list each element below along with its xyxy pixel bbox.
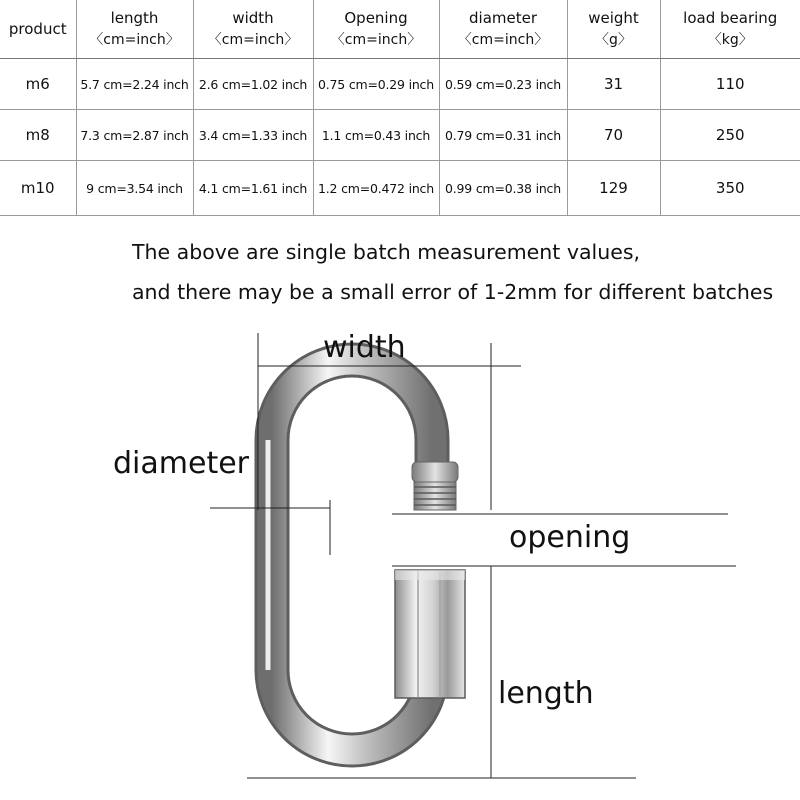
product-cell: m6 (0, 59, 76, 110)
load-bearing-cell: 250 (660, 110, 800, 161)
length-cell: 5.7 cm=2.24 inch (76, 59, 193, 110)
thread-tip (412, 462, 458, 510)
length-label: length (498, 676, 594, 711)
batch-note-line-2: and there may be a small error of 1-2mm for different batches (132, 280, 774, 304)
opening-cell: 1.1 cm=0.43 inch (313, 110, 439, 161)
diameter-label: diameter (113, 446, 249, 481)
length-cell: 7.3 cm=2.87 inch (76, 110, 193, 161)
col-header-product: product (0, 0, 76, 59)
product-cell: m8 (0, 110, 76, 161)
batch-note-line-1: The above are single batch measurement values, (132, 240, 641, 264)
product-cell: m10 (0, 161, 76, 216)
col-header-weight: weight 〈g〉 (567, 0, 660, 59)
sleeve-nut (395, 570, 465, 698)
opening-cell: 1.2 cm=0.472 inch (313, 161, 439, 216)
diameter-cell: 0.79 cm=0.31 inch (439, 110, 567, 161)
weight-cell: 129 (567, 161, 660, 216)
opening-label: opening (509, 520, 631, 555)
col-header-width: width 〈cm=inch〉 (193, 0, 313, 59)
width-cell: 4.1 cm=1.61 inch (193, 161, 313, 216)
col-header-length: length 〈cm=inch〉 (76, 0, 193, 59)
length-cell: 9 cm=3.54 inch (76, 161, 193, 216)
col-header-diameter: diameter 〈cm=inch〉 (439, 0, 567, 59)
col-header-opening: Opening 〈cm=inch〉 (313, 0, 439, 59)
opening-cell: 0.75 cm=0.29 inch (313, 59, 439, 110)
width-cell: 3.4 cm=1.33 inch (193, 110, 313, 161)
quick-link-image (268, 360, 465, 750)
weight-cell: 70 (567, 110, 660, 161)
width-label: width (323, 330, 406, 365)
diameter-cell: 0.59 cm=0.23 inch (439, 59, 567, 110)
load-bearing-cell: 110 (660, 59, 800, 110)
load-bearing-cell: 350 (660, 161, 800, 216)
col-header-load-bearing: load bearing 〈kg〉 (660, 0, 800, 59)
diameter-cell: 0.99 cm=0.38 inch (439, 161, 567, 216)
weight-cell: 31 (567, 59, 660, 110)
width-cell: 2.6 cm=1.02 inch (193, 59, 313, 110)
